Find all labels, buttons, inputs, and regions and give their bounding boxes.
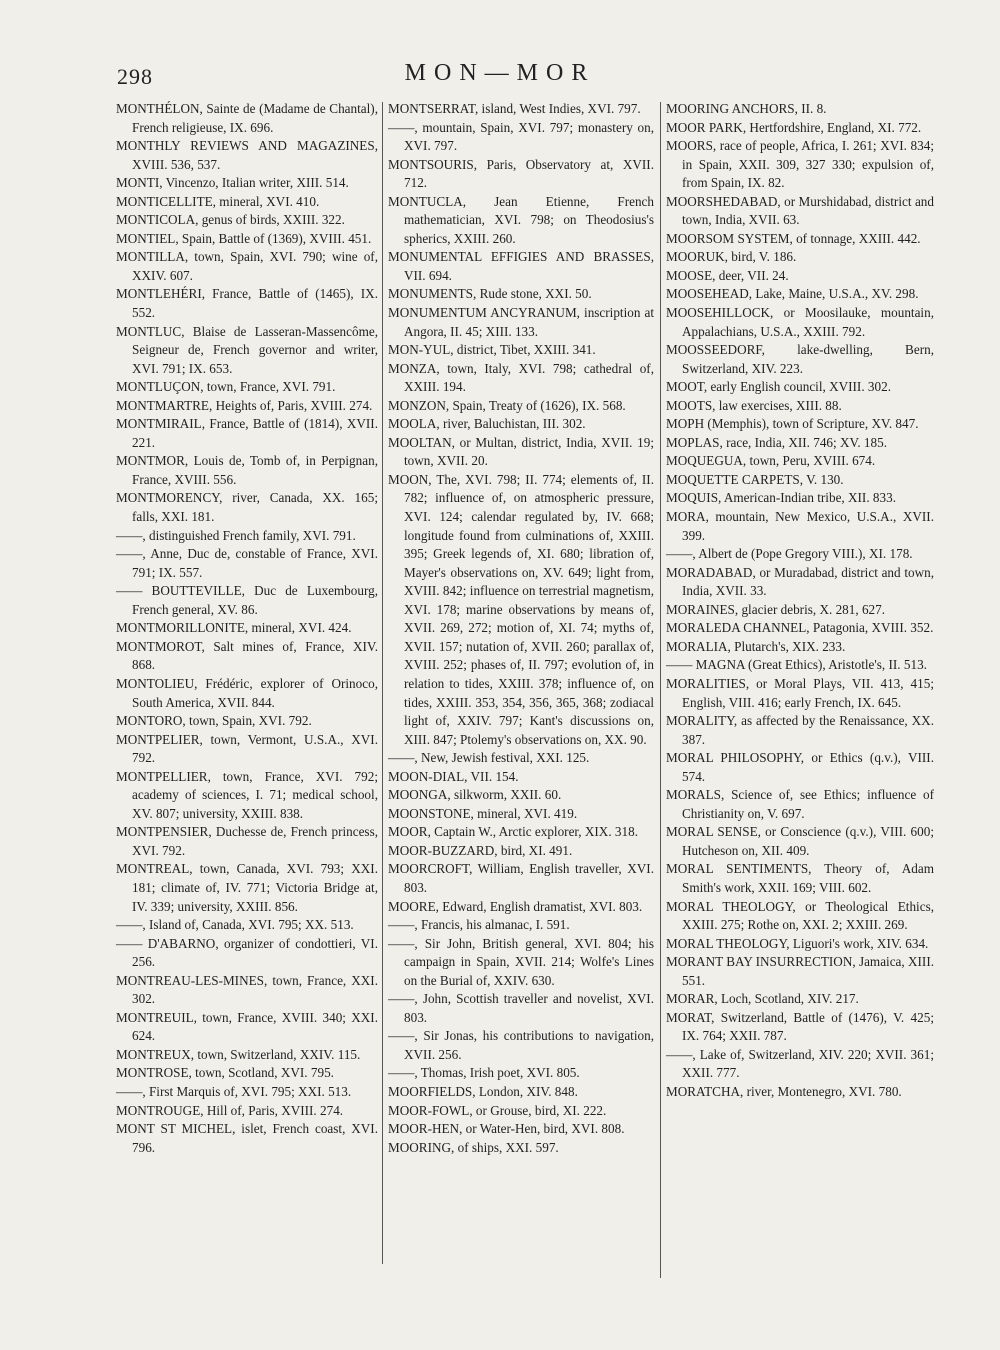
index-entry: MOONSTONE, mineral, XVI. 419. [388,805,578,821]
index-entry: MOORSOM SYSTEM, of tonnage, XXIII. 442. [666,230,921,246]
index-entry: MOOSEHEAD, Lake, Maine, U.S.A., XV. 298. [666,286,919,302]
index-entry: MONUMENTAL EFFIGIES AND BRASSES, VII. 694. [388,249,654,283]
index-entry: MONTSOURIS, Paris, Observatory at, XVII. 712. [388,156,654,191]
index-entry: —— MAGNA (Great Ethics), Aristotle's, II. 513. [666,657,927,673]
index-entry: ——, Anne, Duc de, constable of France, XVI. 791; IX. 557. [116,546,378,580]
index-entry: ——, Island of, Canada, XVI. 795; XX. 513. [116,917,354,933]
running-head: MON—MOR [404,60,596,86]
index-entry: MORAT, Switzerland, Battle of (1476), V. 425; IX. 764; XXII. 787. [666,1009,934,1044]
index-entry: MONTICOLA, genus of birds, XXIII. 322. [116,212,345,228]
index-entry: MOORS, race of people, Africa, I. 261; XVI. 834; in Spain, XXII. 309, 327 330; expulsion of, from Spain, IX. 82. [666,138,934,191]
index-entry: MONTMOROT, Salt mines of, France, XIV. 868. [116,638,378,673]
index-entry: MONTMARTRE, Heights of, Paris, XVIII. 274. [116,397,373,413]
index-entry: MONZON, Spain, Treaty of (1626), IX. 568. [388,397,626,413]
index-entry: MONTSERRAT, island, West Indies, XVI. 797. [388,101,641,116]
index-entry: MORAL SENTIMENTS, Theory of, Adam Smith's work, XXII. 169; VIII. 602. [666,861,934,895]
index-entry: MOORCROFT, William, English traveller, XVI. 803. [388,861,654,895]
index-column-1 [116,100,378,1157]
index-entry: MONTORO, town, Spain, XVI. 792. [116,713,312,729]
index-entry: MOOR-BUZZARD, bird, XI. 491. [388,842,573,858]
index-entry: MONUMENTS, Rude stone, XXI. 50. [388,286,592,302]
index-entry: MONTROSE, town, Scotland, XVI. 795. [116,1065,334,1081]
index-entry: ——, John, Scottish traveller and novelist, XVI. 803. [388,991,654,1025]
index-entry: MORAL THEOLOGY, or Theological Ethics, XXIII. 275; Rothe on, XXI. 2; XXIII. 269. [666,898,934,933]
index-entry: MORALITY, as affected by the Renaissance, XX. 387. [666,713,934,747]
index-entry: MONTPELLIER, town, France, XVI. 792; academy of sciences, I. 71; medical school, XV. 807; university, XXIII. 838. [116,768,378,821]
index-entry: ——, Lake of, Switzerland, XIV. 220; XVII. 361; XXII. 777. [666,1046,934,1081]
index-entry: MOOR-HEN, or Water-Hen, bird, XVI. 808. [388,1121,625,1137]
index-entry: MOON, The, XVI. 798; II. 774; elements of, II. 782; influence of, on atmospheric pressure, XVI. 124; calendar regulated by, IV. 668; longitude found from culminations of, XXIII. 395; Greek legends of, XI. 680; libration of, Mayer's observations on, XV. 649; light from, XVIII. 842; influence on terrestrial magnetism, XVI. 178; marine observations by means of, XVII. 269, 272; motion of, XI. 74; myths of, XVII. 157; nutation of, XVII. 260; parallax of, XVIII. 252; phases of, II. 797; evolution of, in relation to tides, XXIII. 378; influence of, on tides, XXIII. 353, 354, 356, 365, 368; zodiacal light of, XXIV. 797; Kant's discussions on, XIII. 847; Ptolemy's observations on, XX. 90. [388,471,654,747]
index-column-3 [666,100,934,1102]
index-entry: MONTROUGE, Hill of, Paris, XVIII. 274. [116,1102,344,1118]
index-entry: MONTMORILLONITE, mineral, XVI. 424. [116,620,352,636]
index-entry: MONTLUÇON, town, France, XVI. 791. [116,379,336,395]
index-entry: MONTREUIL, town, France, XVIII. 340; XXI. 624. [116,1009,378,1044]
index-entry: MOQUETTE CARPETS, V. 130. [666,471,844,487]
index-entry: MORAL SENSE, or Conscience (q.v.), VIII. 600; Hutcheson on, XII. 409. [666,824,934,858]
index-entry: MORALS, Science of, see Ethics; influence of Christianity on, V. 697. [666,787,934,821]
index-entry: MOOSEHILLOCK, or Moosilauke, mountain, Appalachians, U.S.A., XXIII. 792. [666,305,934,339]
index-entry: MOOR PARK, Hertfordshire, England, XI. 772. [666,119,922,135]
index-entry: MOOT, early English council, XVIII. 302. [666,379,891,395]
index-entry: —— BOUTTEVILLE, Duc de Luxembourg, French general, XV. 86. [116,583,378,617]
index-entry: MOPLAS, race, India, XII. 746; XV. 185. [666,434,887,450]
index-entry: MOORFIELDS, London, XIV. 848. [388,1083,578,1099]
index-entry: MONUMENTUM ANCYRANUM, inscription at Angora, II. 45; XIII. 133. [388,305,654,339]
index-entry: MOOSE, deer, VII. 24. [666,267,789,283]
column-rule [660,102,661,1278]
index-entry: MORADABAD, or Muradabad, district and town, India, XVII. 33. [666,564,934,599]
index-entry: MONTILLA, town, Spain, XVI. 790; wine of, XXIV. 607. [116,249,378,283]
index-entry: ——, mountain, Spain, XVI. 797; monastery on, XVI. 797. [388,119,654,154]
index-entry: MONTLEHÉRI, France, Battle of (1465), IX. 552. [116,286,378,321]
index-entry: MONTHLY REVIEWS AND MAGAZINES, XVIII. 536, 537. [116,138,378,172]
index-entry: MOQUIS, American-Indian tribe, XII. 833. [666,490,896,506]
index-entry: MONT ST MICHEL, islet, French coast, XVI. 796. [116,1121,378,1155]
index-entry: MOORE, Edward, English dramatist, XVI. 803. [388,898,643,914]
index-entry: ——, New, Jewish festival, XXI. 125. [388,750,590,766]
column-rule [382,102,383,1264]
index-entry: MORAR, Loch, Scotland, XIV. 217. [666,991,859,1007]
index-entry: MONZA, town, Italy, XVI. 798; cathedral of, XXIII. 194. [388,360,654,395]
index-entry: ——, Sir John, British general, XVI. 804; his campaign in Spain, XVII. 214; Wolfe's Lines on the Burial of, XXIV. 630. [388,935,654,988]
index-entry: ——, Sir Jonas, his contributions to navigation, XVII. 256. [388,1028,654,1062]
index-entry: MOPH (Memphis), town of Scripture, XV. 847. [666,416,919,432]
index-entry: MONTMIRAIL, France, Battle of (1814), XVII. 221. [116,416,378,450]
index-entry: MONTMOR, Louis de, Tomb of, in Perpignan, France, XVIII. 556. [116,453,378,487]
index-entry: ——, distinguished French family, XVI. 791. [116,527,356,543]
index-column-2 [388,100,654,1157]
page-number: 298 [117,64,153,89]
index-entry: MOOR-FOWL, or Grouse, bird, XI. 222. [388,1102,607,1118]
index-entry: MOOTS, law exercises, XIII. 88. [666,397,842,413]
index-entry: MONTI, Vincenzo, Italian writer, XIII. 514. [116,175,349,191]
index-entry: MOORSHEDABAD, or Murshidabad, district and town, India, XVII. 63. [666,193,934,228]
index-entry: MOQUEGUA, town, Peru, XVIII. 674. [666,453,876,469]
index-entry: —— D'ABARNO, organizer of condottieri, VI. 256. [116,935,378,970]
index-entry: MONTMORENCY, river, Canada, XX. 165; falls, XXI. 181. [116,490,378,525]
index-entry: MONTREAL, town, Canada, XVI. 793; XXI. 181; climate of, IV. 771; Victoria Bridge at, IV. 339; university, XXIII. 856. [116,861,378,914]
index-entry: MONTPELIER, town, Vermont, U.S.A., XVI. 792. [116,731,378,766]
index-entry: MOOSSEEDORF, lake-dwelling, Bern, Switzerland, XIV. 223. [666,342,934,376]
index-entry: MONTREUX, town, Switzerland, XXIV. 115. [116,1046,361,1062]
index-entry: MOON-DIAL, VII. 154. [388,768,519,784]
index-entry: ——, Albert de (Pope Gregory VIII.), XI. 178. [666,546,913,562]
index-entry: MORAINES, glacier debris, X. 281, 627. [666,601,886,617]
index-entry: MONTHÉLON, Sainte de (Madame de Chantal), French religieuse, IX. 696. [116,101,378,135]
index-entry: MOOLA, river, Baluchistan, III. 302. [388,416,586,432]
index-entry: MORALEDA CHANNEL, Patagonia, XVIII. 352. [666,620,934,636]
index-entry: MONTICELLITE, mineral, XVI. 410. [116,193,320,209]
index-entry: MONTUCLA, Jean Etienne, French mathematician, XVI. 798; on Theodosius's spherics, XXIII. 260. [388,193,654,246]
index-entry: MONTREAU-LES-MINES, town, France, XXI. 302. [116,972,378,1007]
index-entry: MORALITIES, or Moral Plays, VII. 413, 415; English, VIII. 416; early French, IX. 645. [666,675,934,710]
index-entry: ——, Thomas, Irish poet, XVI. 805. [388,1065,580,1081]
index-entry: MOORING ANCHORS, II. 8. [666,101,827,116]
index-entry: MOOR, Captain W., Arctic explorer, XIX. 318. [388,824,638,840]
index-entry: MORA, mountain, New Mexico, U.S.A., XVII. 399. [666,509,934,543]
index-entry: MOOLTAN, or Multan, district, India, XVII. 19; town, XVII. 20. [388,434,654,469]
index-entry: MORATCHA, river, Montenegro, XVI. 780. [666,1083,902,1099]
index-entry: MORALIA, Plutarch's, XIX. 233. [666,638,846,654]
index-entry: MOORING, of ships, XXI. 597. [388,1139,559,1155]
index-entry: MORAL PHILOSOPHY, or Ethics (q.v.), VIII. 574. [666,750,934,784]
index-entry: MOORUK, bird, V. 186. [666,249,797,265]
index-entry: MONTPENSIER, Duchesse de, French princess, XVI. 792. [116,824,378,858]
index-entry: MORAL THEOLOGY, Liguori's work, XIV. 634. [666,935,929,951]
index-entry: MOONGA, silkworm, XXII. 60. [388,787,562,803]
index-entry: MONTLUC, Blaise de Lasseran-Massencôme, Seigneur de, French governor and writer, XVI. 791; IX. 653. [116,323,378,376]
index-entry: MONTIEL, Spain, Battle of (1369), XVIII. 451. [116,230,372,246]
index-entry: ——, Francis, his almanac, I. 591. [388,917,570,933]
index-entry: MON-YUL, district, Tibet, XXIII. 341. [388,342,596,358]
index-entry: MORANT BAY INSURRECTION, Jamaica, XIII. 551. [666,954,935,988]
index-entry: MONTOLIEU, Frédéric, explorer of Orinoco, South America, XVII. 844. [116,675,378,710]
index-entry: ——, First Marquis of, XVI. 795; XXI. 513. [116,1083,352,1099]
